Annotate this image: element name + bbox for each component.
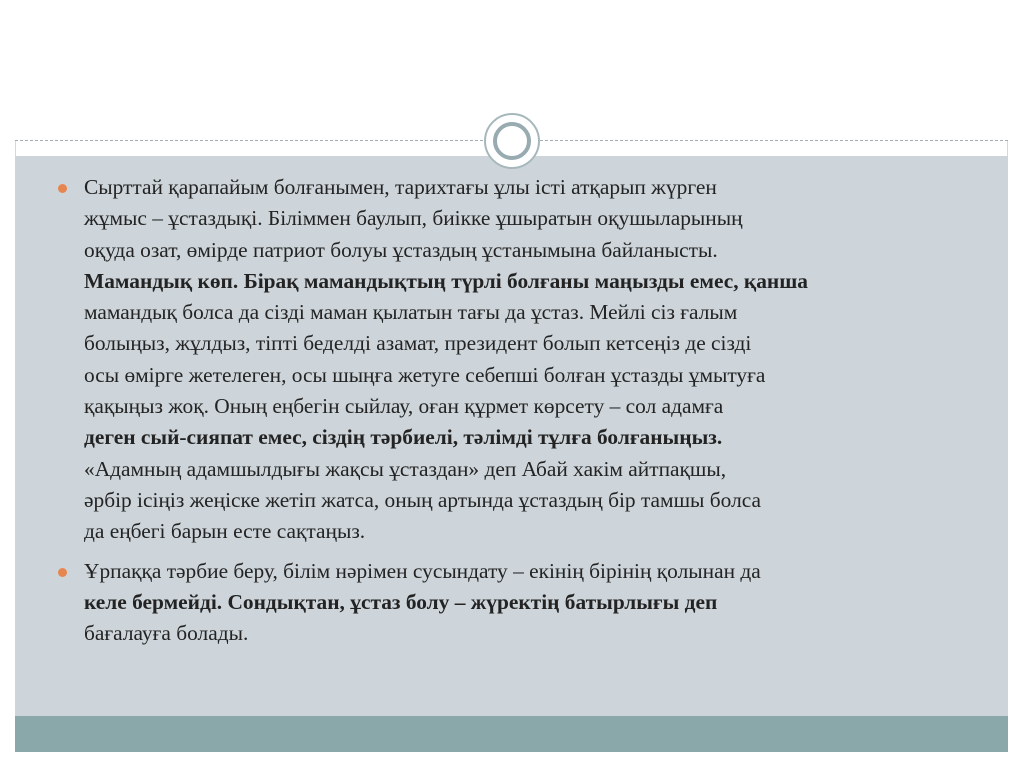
footer-band: [15, 716, 1008, 752]
text-line: Ұрпаққа тәрбие беру, білім нәрімен сусындату – екінің бірінің қолынан да: [84, 558, 761, 583]
text-line: «Адамның адамшылдығы жақсы ұстаздан» деп Абай хакім айтпақшы,: [84, 456, 727, 481]
text-line: әрбір ісіңіз жеңіске жетіп жатса, оның артында ұстаздың бір тамшы болса: [84, 487, 761, 512]
text-line: бағалауға болады.: [84, 621, 249, 646]
circle-ornament-icon: [484, 113, 540, 169]
text-line: мамандық болса да сізді маман қылатын тағы да ұстаз. Мейлі сіз ғалым: [84, 300, 738, 325]
text-line: жұмыс – ұстаздықі. Біліммен баулып, биікке ұшыратын оқушыларының: [84, 206, 743, 231]
text-line-bold: келе бермейді. Сондықтан, ұстаз болу – жүректің батырлығы деп: [84, 589, 718, 614]
text-line: болыңыз, жұлдыз, тіпті беделді азамат, президент болып кетсеңіз де сізді: [84, 331, 752, 356]
text-line: Сырттай қарапайым болғанымен, тарихтағы ұлы істі атқарып жүрген: [84, 175, 717, 199]
text-line: да еңбегі барын есте сақтаңыз.: [84, 519, 366, 544]
text-line-bold: Мамандық көп. Бірақ мамандықтың түрлі болғаны маңызды емес, қанша: [84, 268, 809, 293]
bullet-item-2: [56, 556, 976, 650]
bullet-item-1: [56, 172, 976, 548]
text-line: оқуда озат, өмірде патриот болуы ұстаздың ұстанымына байланысты.: [84, 237, 718, 262]
bullet-dot-icon: [58, 184, 67, 193]
text-line: осы өмірге жетелеген, осы шыңға жетуге себепші болған ұстазды ұмытуға: [84, 362, 766, 387]
bullet-dot-icon: [58, 568, 67, 577]
bullet-list: [56, 172, 976, 657]
text-line: қақыңыз жоқ. Оның еңбегін сыйлау, оған құрмет көрсету – сол адамға: [84, 394, 724, 419]
text-line-bold: деген сый-сияпат емес, сіздің тәрбиелі, тәлімді тұлға болғаныңыз.: [84, 425, 723, 450]
